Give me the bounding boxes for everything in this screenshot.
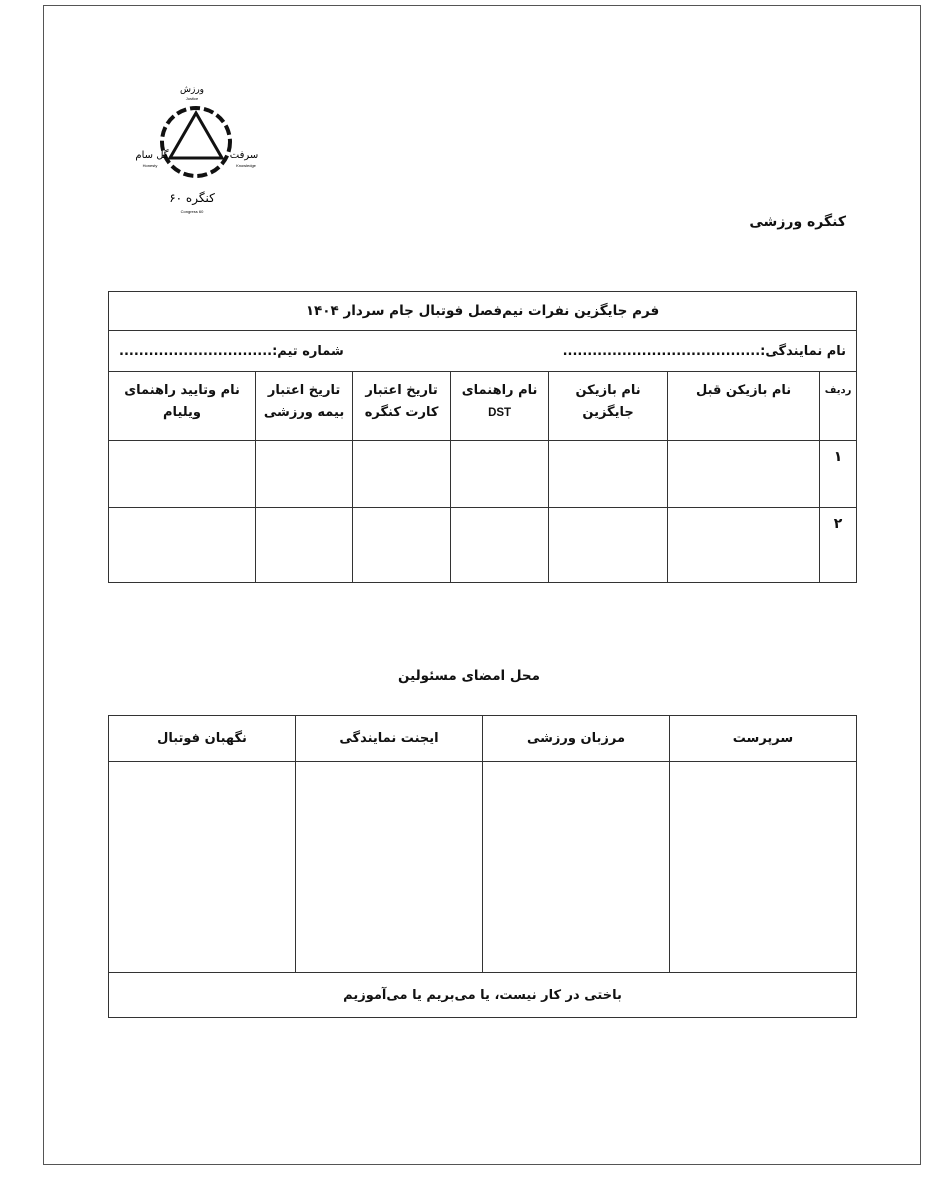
signature-column-header: سرپرست — [670, 716, 857, 762]
logo-top-sub: Justice — [185, 96, 199, 101]
signature-box[interactable] — [296, 762, 483, 973]
representation-field[interactable] — [563, 344, 846, 359]
column-header: نام راهنمای DST — [451, 372, 549, 441]
table-cell[interactable] — [109, 441, 256, 508]
signatures-section-title: محل امضای مسئولین — [397, 668, 541, 684]
signature-box[interactable] — [483, 762, 670, 973]
logo-left-sub: Honesty — [142, 163, 158, 168]
form-title: فرم جایگزین نفرات نیم‌فصل فوتبال جام سردار ۱۴۰۴ — [109, 292, 857, 331]
column-header: نام بازیکن قبل — [668, 372, 820, 441]
signatures-table — [108, 715, 857, 1018]
logo-right-label: سرفت — [229, 150, 259, 161]
representation-dots: ........................................ — [562, 343, 761, 359]
signature-column-header: مرزبان ورزشی — [483, 716, 670, 762]
logo-emblem-icon — [128, 78, 268, 230]
motto-footer: باختی در کار نیست، یا می‌بریم یا می‌آموزیم — [109, 973, 857, 1018]
table-cell[interactable] — [668, 508, 820, 583]
table-cell[interactable] — [256, 508, 353, 583]
table-row — [109, 508, 857, 583]
logo-top-label: ورزش — [179, 85, 205, 95]
table-cell[interactable] — [353, 441, 451, 508]
table-cell[interactable] — [668, 441, 820, 508]
form-meta-row — [109, 331, 857, 372]
logo-right-sub: Knowledge — [236, 163, 256, 168]
replacement-form-table — [108, 291, 857, 583]
column-header: نام وتایید راهنمای ویلیام — [109, 372, 256, 441]
column-header-row — [109, 372, 857, 441]
column-header: نام بازیکن جایگزین — [549, 372, 668, 441]
table-cell[interactable] — [109, 508, 256, 583]
team-number-dots: ............................... — [119, 343, 273, 359]
table-cell[interactable] — [256, 441, 353, 508]
signature-box[interactable] — [670, 762, 857, 973]
signature-column-header: نگهبان فوتبال — [109, 716, 296, 762]
logo-left-label: گل سام — [135, 150, 169, 161]
team-number-field[interactable] — [119, 344, 344, 359]
representation-label: نام نمایندگی: — [760, 343, 847, 359]
column-header: تاریخ اعتبار بیمه ورزشی — [256, 372, 353, 441]
column-header: تاریخ اعتبار کارت کنگره — [353, 372, 451, 441]
table-cell[interactable] — [353, 508, 451, 583]
signature-column-header: ایجنت نمایندگی — [296, 716, 483, 762]
row-number: ۲ — [820, 508, 857, 583]
table-cell[interactable] — [451, 508, 549, 583]
table-cell[interactable] — [451, 441, 549, 508]
logo-bottom-label: کنگره ۶۰ — [169, 191, 215, 205]
column-header: ردیف — [820, 372, 857, 441]
team-number-label: شماره تیم: — [272, 343, 344, 359]
logo-bottom-sub: Congress 60 — [180, 209, 204, 214]
table-cell[interactable] — [549, 441, 668, 508]
congress-60-logo — [128, 78, 268, 230]
table-row — [109, 441, 857, 508]
table-cell[interactable] — [549, 508, 668, 583]
department-title: کنگره ورزشی — [749, 214, 846, 230]
row-number: ۱ — [820, 441, 857, 508]
signature-box[interactable] — [109, 762, 296, 973]
